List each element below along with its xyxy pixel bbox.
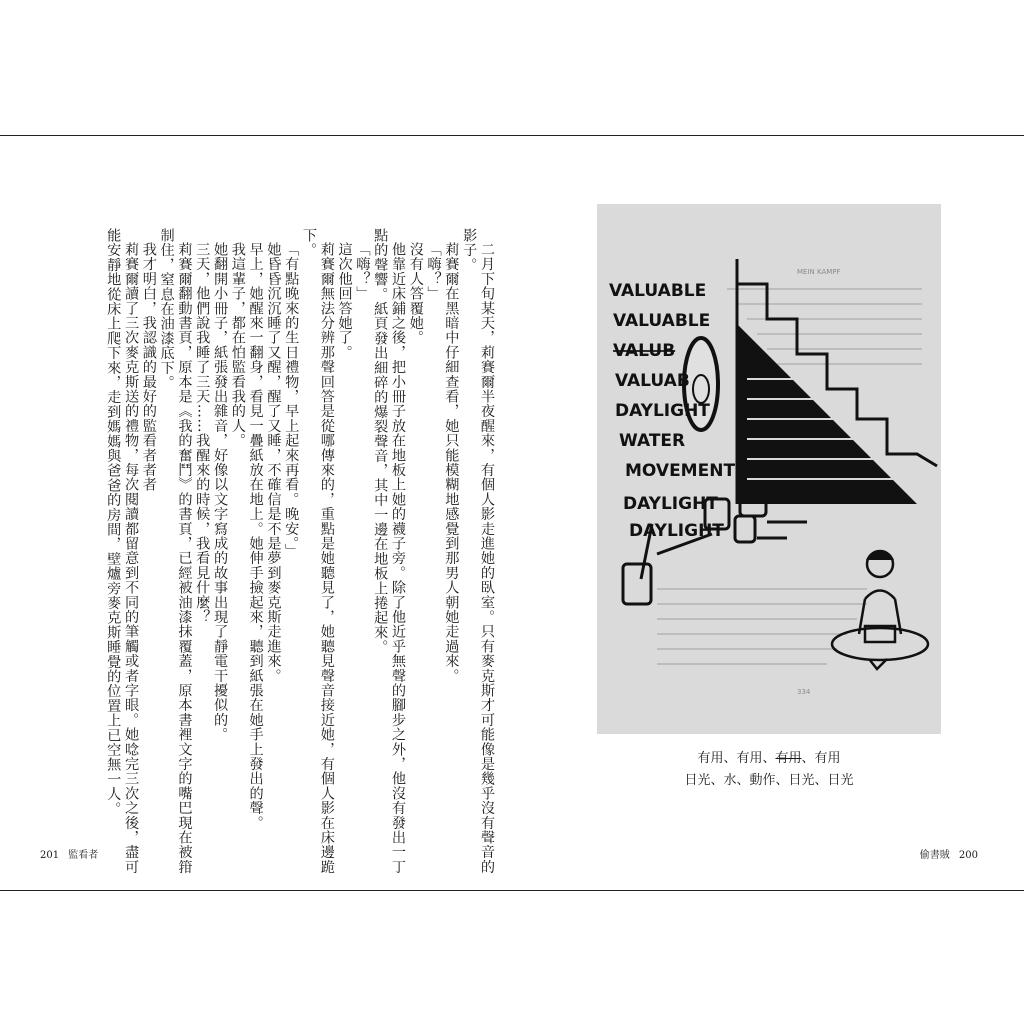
right-page-number: 200	[958, 850, 978, 861]
caption-line-2: 日光、水、動作、日光、日光	[684, 773, 854, 788]
paragraph: 我這輩子，都在怕監看我的人。	[229, 242, 246, 448]
right-running-head: 偷書賊	[919, 850, 950, 861]
paragraph: 沒有人答覆她。	[407, 242, 424, 346]
paragraph: 莉賽爾在黑暗中仔細查看，她只能模糊地感覺到那男人朝她走過來。	[443, 242, 460, 684]
right-page	[512, 136, 1024, 890]
paragraph: 二月下旬某天，莉賽爾半夜醒來，有個人影走進她的臥室。只有麥克斯才可能像是幾乎沒有聲音的影子。	[461, 228, 495, 875]
left-page	[0, 136, 512, 890]
paragraph: 早上，她醒來一翻身，看見一疊紙放在地上。她伸手撿起來，聽到紙張在她手上發出的聲。	[247, 242, 264, 831]
illustration-drawing	[597, 204, 941, 734]
paragraph: 這次他回答她了。	[336, 242, 353, 360]
art-word: DAYLIGHT	[615, 401, 710, 421]
left-running-head: 監看者	[68, 850, 99, 861]
art-print-header: MEIN KAMPF	[797, 268, 841, 276]
paragraph: 莉賽爾翻動書頁，原本是《我的奮鬥》的書頁，已經被油漆抹覆蓋，原本書裡文字的嘴巴現在被箝制住，窒息在油漆底下。	[158, 228, 193, 875]
caption-strikethrough-text: 有用	[775, 751, 802, 766]
paragraph: 「嗨？」	[354, 242, 371, 301]
art-word: VALUABLE	[609, 281, 707, 301]
caption-line-1	[597, 748, 941, 770]
art-print-page: 334	[797, 688, 811, 696]
left-page-number: 201	[40, 850, 60, 861]
art-word: DAYLIGHT	[623, 494, 718, 514]
art-word: VALUB	[613, 341, 676, 361]
body-text	[35, 228, 495, 888]
illustration	[597, 204, 941, 734]
paragraph: 我才明白，我認識的最好的監看者者者	[140, 242, 157, 493]
paragraph: 「嗨？」	[425, 242, 442, 301]
art-word: WATER	[619, 431, 686, 451]
paragraph: 她翻開小冊子，紙張發出雜音，好像以文字寫成的故事出現了靜電干擾似的。	[212, 242, 229, 742]
art-word: DAYLIGHT	[629, 521, 724, 541]
paragraph: 莉賽爾無法分辨那聲回答是從哪傳來的，重點是她聽見了，她聽見聲音接近她，有個人影在床邊跪下。	[301, 228, 335, 875]
left-folio	[40, 846, 104, 861]
caption-text: 有用、有用、	[697, 751, 776, 766]
art-word: VALUAB	[615, 371, 690, 391]
paragraph: 三天，他們說我睡了三天……我醒來的時候，我看見什麼？	[194, 242, 211, 625]
book-spread	[0, 135, 1024, 891]
art-word: MOVEMENT	[625, 461, 736, 481]
caption-text: 、有用	[801, 751, 841, 766]
paragraph: 他靠近床鋪之後，把小冊子放在地板上她的襪子旁。除了他近乎無聲的腳步之外，他沒有發出一丁點的聲響。紙頁發出細碎的爆裂聲音，其中一邊在地板上捲起來。	[372, 228, 407, 875]
right-folio	[920, 846, 984, 861]
paragraph: 她昏昏沉沉睡了又醒，醒了又睡，不確信是不是夢到麥克斯走進來。	[265, 242, 282, 684]
paragraph: 「有點晚來的生日禮物，早上起來再看。晚安。」	[283, 242, 300, 559]
illustration-caption	[597, 748, 941, 792]
paragraph: 莉賽爾讀了三次麥克斯送的禮物，每次閱讀都留意到不同的筆觸或者字眼。她唸完三次之後，盡可能安靜地從床上爬下來，走到媽媽與爸爸的房間，壁爐旁麥克斯睡覺的位置上已空無一人。	[105, 228, 140, 875]
art-word: VALUABLE	[613, 311, 711, 331]
